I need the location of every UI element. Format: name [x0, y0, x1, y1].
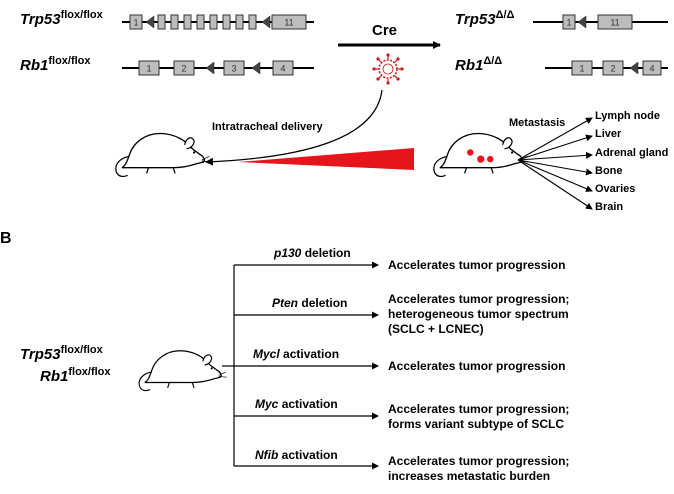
- svg-text:1: 1: [146, 63, 152, 74]
- rb1-flox-label: $Rb1^{flox/flox}$: [20, 55, 91, 74]
- svg-text:2: 2: [610, 63, 616, 74]
- branch-p130-label: p130 deletion: [274, 246, 351, 260]
- metastasis-site-brain: Brain: [595, 201, 624, 213]
- rb1-deleted-label: $Rb1^{\Delta/\Delta}$: [455, 55, 503, 74]
- mouse-untreated-icon: [116, 134, 210, 177]
- panel-b-letter: B: [0, 230, 12, 247]
- branch-nfib-label: Nfib activation: [255, 448, 338, 462]
- outcome-myc: Accelerates tumor progression; forms variant subtype of SCLC: [388, 402, 570, 431]
- svg-text:2: 2: [181, 63, 187, 74]
- trp53-exon-11-label: 11: [284, 17, 294, 28]
- outcome-nfib: Accelerates tumor progression; increases metastatic burden: [388, 454, 570, 483]
- svg-text:1: 1: [579, 63, 585, 74]
- panel-b-genotype-trp53: $Trp53^{flox/flox}$: [20, 344, 103, 363]
- rb1-deleted-allele: [545, 61, 668, 75]
- metastasis-arrows: [518, 118, 592, 209]
- trp53-flox-label: $Trp53^{flox/flox}$: [20, 9, 103, 28]
- metastasis-site-liver: Liver: [595, 128, 622, 140]
- metastasis-site-adrenal-gland: Adrenal gland: [595, 147, 669, 159]
- outcome-p130: Accelerates tumor progression: [388, 258, 566, 272]
- svg-text:11: 11: [610, 17, 620, 28]
- branch-mycl-label: Mycl activation: [253, 347, 340, 361]
- trp53-exon-1-label: 1: [133, 17, 139, 28]
- outcome-pten: Accelerates tumor progression; heterogeneous tumor spectrum (SCLC + LCNEC): [388, 292, 570, 336]
- trp53-flox-allele: [122, 15, 314, 29]
- tumor-progression-wedge: [238, 148, 414, 170]
- trp53-deleted-label: $Trp53^{\Delta/\Delta}$: [455, 9, 515, 28]
- svg-text:3: 3: [231, 63, 237, 74]
- cre-label: Cre: [372, 22, 398, 39]
- panel-b-mouse-icon: [139, 351, 226, 391]
- metastasis-label: Metastasis: [509, 117, 566, 129]
- panel-b-genotype-rb1: $Rb1^{flox/flox}$: [40, 366, 111, 385]
- outcome-mycl: Accelerates tumor progression: [388, 359, 566, 373]
- delivery-label: Intratracheal delivery: [212, 121, 323, 133]
- mouse-tumor-icon: [434, 134, 528, 177]
- metastasis-site-lymph-node: Lymph node: [595, 110, 660, 122]
- branch-pten-label: Pten deletion: [272, 296, 348, 310]
- metastasis-site-ovaries: Ovaries: [595, 183, 636, 195]
- trp53-deleted-allele: [533, 15, 668, 29]
- svg-text:4: 4: [649, 63, 655, 74]
- svg-text:4: 4: [280, 63, 286, 74]
- rb1-flox-allele: [122, 61, 314, 75]
- metastasis-site-bone: Bone: [595, 165, 623, 177]
- svg-text:1: 1: [566, 17, 572, 28]
- branch-myc-label: Myc activation: [255, 397, 338, 411]
- virus-icon: [372, 53, 403, 84]
